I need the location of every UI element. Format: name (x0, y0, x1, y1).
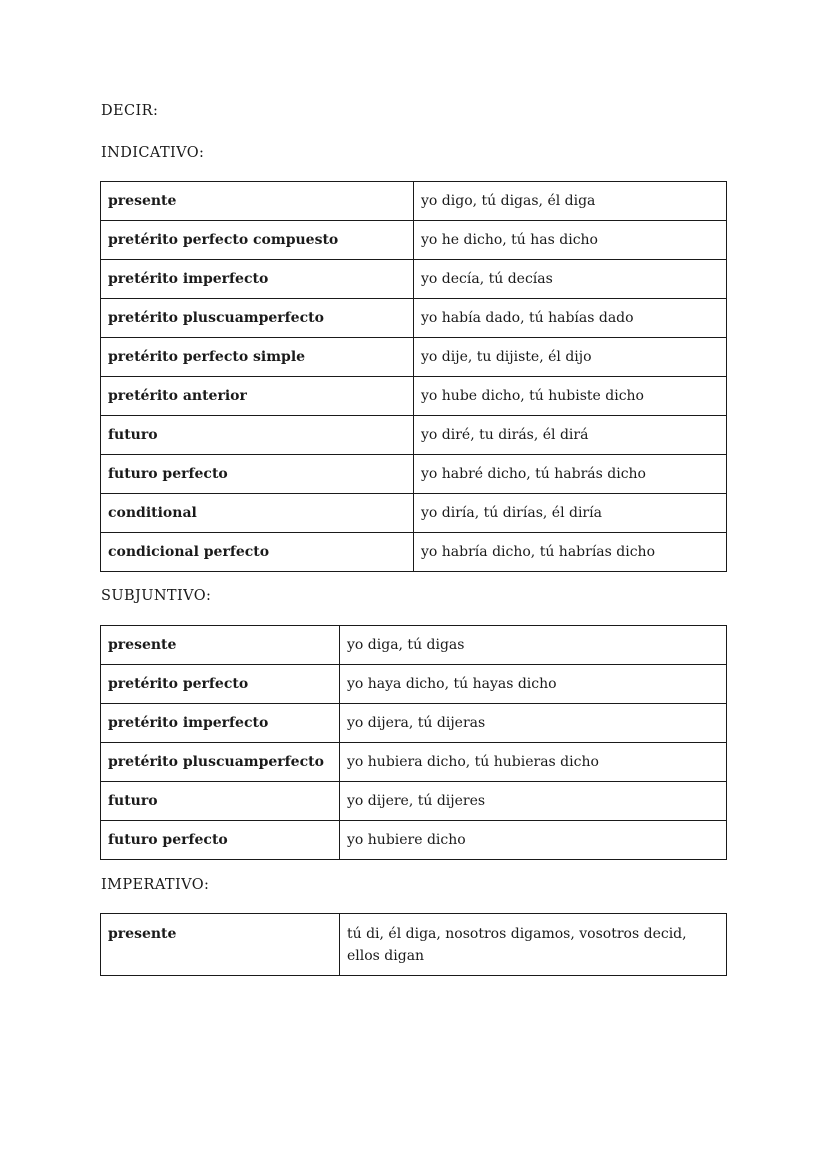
subjuntivo-table (100, 625, 727, 860)
subjuntivo-heading: SUBJUNTIVO: (101, 588, 212, 604)
table-row (101, 533, 727, 572)
forms-cell: yo hubiere dicho (340, 821, 727, 860)
indicativo-heading: INDICATIVO: (101, 145, 205, 161)
tense-cell: futuro perfecto (101, 455, 414, 494)
forms-cell: yo hube dicho, tú hubiste dicho (414, 377, 727, 416)
forms-cell: tú di, él diga, nosotros digamos, vosotros decid, ellos digan (340, 914, 727, 976)
forms-cell: yo diré, tu dirás, él dirá (414, 416, 727, 455)
tense-cell: presente (101, 914, 340, 976)
tense-cell: pretérito pluscuamperfecto (101, 743, 340, 782)
forms-cell: yo dije, tu dijiste, él dijo (414, 338, 727, 377)
tense-cell: condicional perfecto (101, 533, 414, 572)
table-row (101, 821, 727, 860)
tense-cell: futuro perfecto (101, 821, 340, 860)
table-row (101, 626, 727, 665)
forms-cell: yo diga, tú digas (340, 626, 727, 665)
tense-cell: pretérito perfecto (101, 665, 340, 704)
forms-cell: yo hubiera dicho, tú hubieras dicho (340, 743, 727, 782)
forms-cell: yo habré dicho, tú habrás dicho (414, 455, 727, 494)
forms-cell: yo he dicho, tú has dicho (414, 221, 727, 260)
table-row (101, 914, 727, 976)
table-row (101, 704, 727, 743)
forms-cell: yo había dado, tú habías dado (414, 299, 727, 338)
table-row (101, 782, 727, 821)
forms-cell: yo habría dicho, tú habrías dicho (414, 533, 727, 572)
tense-cell: pretérito perfecto simple (101, 338, 414, 377)
tense-cell: conditional (101, 494, 414, 533)
table-row (101, 494, 727, 533)
imperativo-heading: IMPERATIVO: (101, 877, 210, 893)
tense-cell: futuro (101, 416, 414, 455)
forms-cell: yo dijere, tú dijeres (340, 782, 727, 821)
table-row (101, 416, 727, 455)
table-row (101, 665, 727, 704)
table-row (101, 260, 727, 299)
table-row (101, 455, 727, 494)
table-row (101, 221, 727, 260)
tense-cell: pretérito imperfecto (101, 704, 340, 743)
tense-cell: pretérito perfecto compuesto (101, 221, 414, 260)
table-row (101, 182, 727, 221)
table-row (101, 299, 727, 338)
verb-title: DECIR: (101, 103, 159, 119)
tense-cell: pretérito anterior (101, 377, 414, 416)
tense-cell: pretérito pluscuamperfecto (101, 299, 414, 338)
table-row (101, 338, 727, 377)
forms-cell: yo decía, tú decías (414, 260, 727, 299)
tense-cell: futuro (101, 782, 340, 821)
table-row (101, 743, 727, 782)
tense-cell: pretérito imperfecto (101, 260, 414, 299)
tense-cell: presente (101, 626, 340, 665)
imperativo-table (100, 913, 727, 976)
table-row (101, 377, 727, 416)
forms-cell: yo digo, tú digas, él diga (414, 182, 727, 221)
forms-cell: yo diría, tú dirías, él diría (414, 494, 727, 533)
indicativo-table (100, 181, 727, 572)
forms-cell: yo haya dicho, tú hayas dicho (340, 665, 727, 704)
forms-cell: yo dijera, tú dijeras (340, 704, 727, 743)
tense-cell: presente (101, 182, 414, 221)
